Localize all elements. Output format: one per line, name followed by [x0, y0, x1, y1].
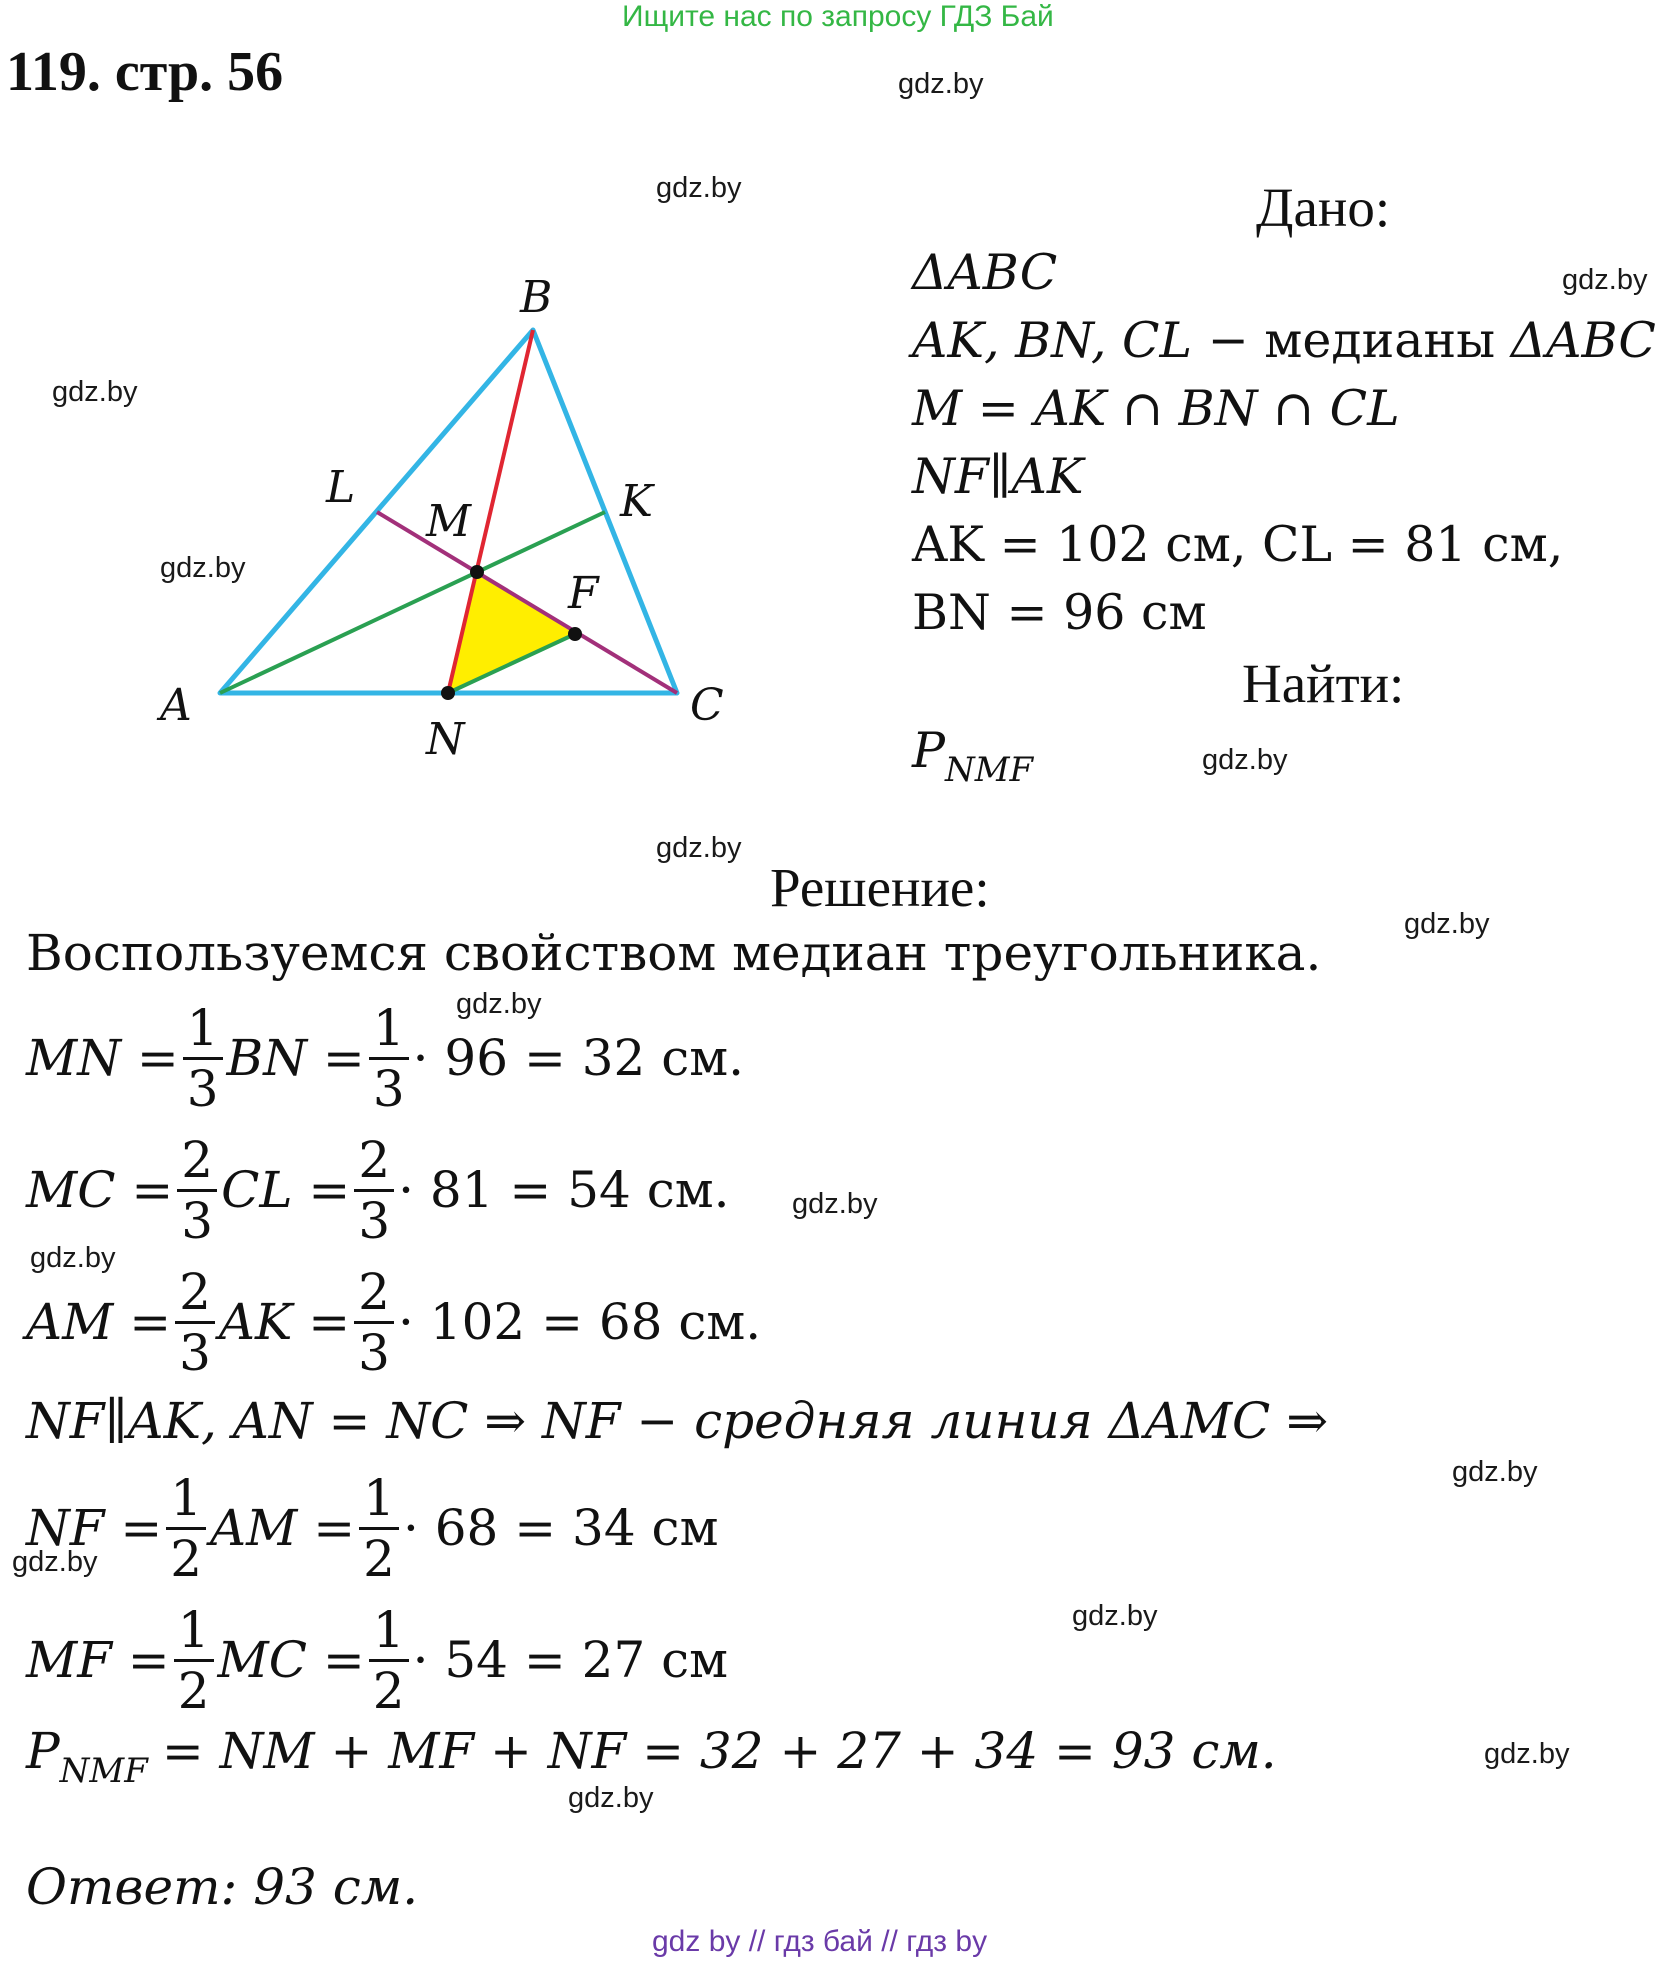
given-heading: Дано: — [1256, 177, 1391, 238]
median-ak — [220, 512, 605, 693]
watermark: gdz.by — [1562, 264, 1648, 296]
given-line: AK, BN, CL − медианы ΔABC — [912, 312, 1656, 369]
answer: Ответ: 93 см. — [26, 1858, 419, 1916]
watermark: gdz.by — [12, 1546, 98, 1578]
footer-links[interactable]: gdz by // гдз бай // гдз by — [652, 1925, 988, 1958]
find-heading: Найти: — [1242, 653, 1405, 714]
watermark: gdz.by — [160, 552, 246, 584]
triangle-figure — [0, 0, 820, 780]
watermark: gdz.by — [1202, 744, 1288, 776]
given-line: AK = 102 см, CL = 81 см, — [912, 516, 1564, 573]
label-b: B — [520, 272, 553, 323]
equation-perimeter: $P_{NMF}$ = NM + MF + NF = 32 + 27 + 34 = 93 см. — [26, 1722, 1277, 1791]
given-line: NF∥AK — [912, 448, 1084, 505]
equation-nf: NF = $\frac{1}{2}$ AM = $\frac{1}{2}$ · 68 = 34 см — [26, 1468, 719, 1588]
watermark: gdz.by — [792, 1188, 878, 1220]
equation-am: AM = $\frac{2}{3}$ AK = $\frac{2}{3}$ · 102 = 68 см. — [26, 1262, 762, 1382]
watermark: gdz.by — [898, 68, 984, 100]
solution-heading: Решение: — [770, 857, 990, 918]
label-a: A — [160, 680, 192, 731]
shaded-triangle-nmf — [448, 572, 575, 693]
watermark: gdz.by — [52, 376, 138, 408]
label-c: C — [690, 680, 724, 731]
watermark: gdz.by — [1452, 1456, 1538, 1488]
watermark: gdz.by — [30, 1242, 116, 1274]
page-title: 119. стр. 56 — [6, 41, 284, 103]
point-m — [470, 565, 484, 579]
equation-mf: MF = $\frac{1}{2}$ MC = $\frac{1}{2}$ · 54 = 27 см — [26, 1600, 729, 1720]
label-l: L — [326, 462, 356, 513]
solution-intro: Воспользуемся свойством медиан треугольника. — [26, 924, 1322, 982]
watermark: gdz.by — [1072, 1600, 1158, 1632]
parallel-statement: NF∥AK, AN = NC ⇒ NF − средняя линия ΔAMC ⇒ — [26, 1392, 1329, 1450]
watermark: gdz.by — [568, 1782, 654, 1814]
watermark: gdz.by — [456, 988, 542, 1020]
watermark: gdz.by — [1404, 908, 1490, 940]
site-tag[interactable]: Ищите нас по запросу ГДЗ Бай — [622, 0, 1054, 33]
median-cl — [377, 512, 677, 693]
label-f: F — [568, 568, 599, 619]
given-line: M = AK ∩ BN ∩ CL — [912, 380, 1400, 437]
given-line: ΔABC — [912, 244, 1058, 301]
given-line: BN = 96 см — [912, 584, 1207, 641]
label-n: N — [426, 714, 465, 765]
equation-mc: MC = $\frac{2}{3}$ CL = $\frac{2}{3}$ · 81 = 54 см. — [26, 1130, 730, 1250]
equation-mn: MN = $\frac{1}{3}$ BN = $\frac{1}{3}$ · 96 = 32 см. — [26, 998, 745, 1118]
watermark: gdz.by — [1484, 1738, 1570, 1770]
point-n — [441, 686, 455, 700]
watermark: gdz.by — [656, 172, 742, 204]
label-k: K — [620, 476, 653, 527]
point-f — [568, 627, 582, 641]
watermark: gdz.by — [656, 832, 742, 864]
find-target: $P_{NMF}$ — [912, 722, 1034, 790]
label-m: M — [426, 496, 472, 547]
